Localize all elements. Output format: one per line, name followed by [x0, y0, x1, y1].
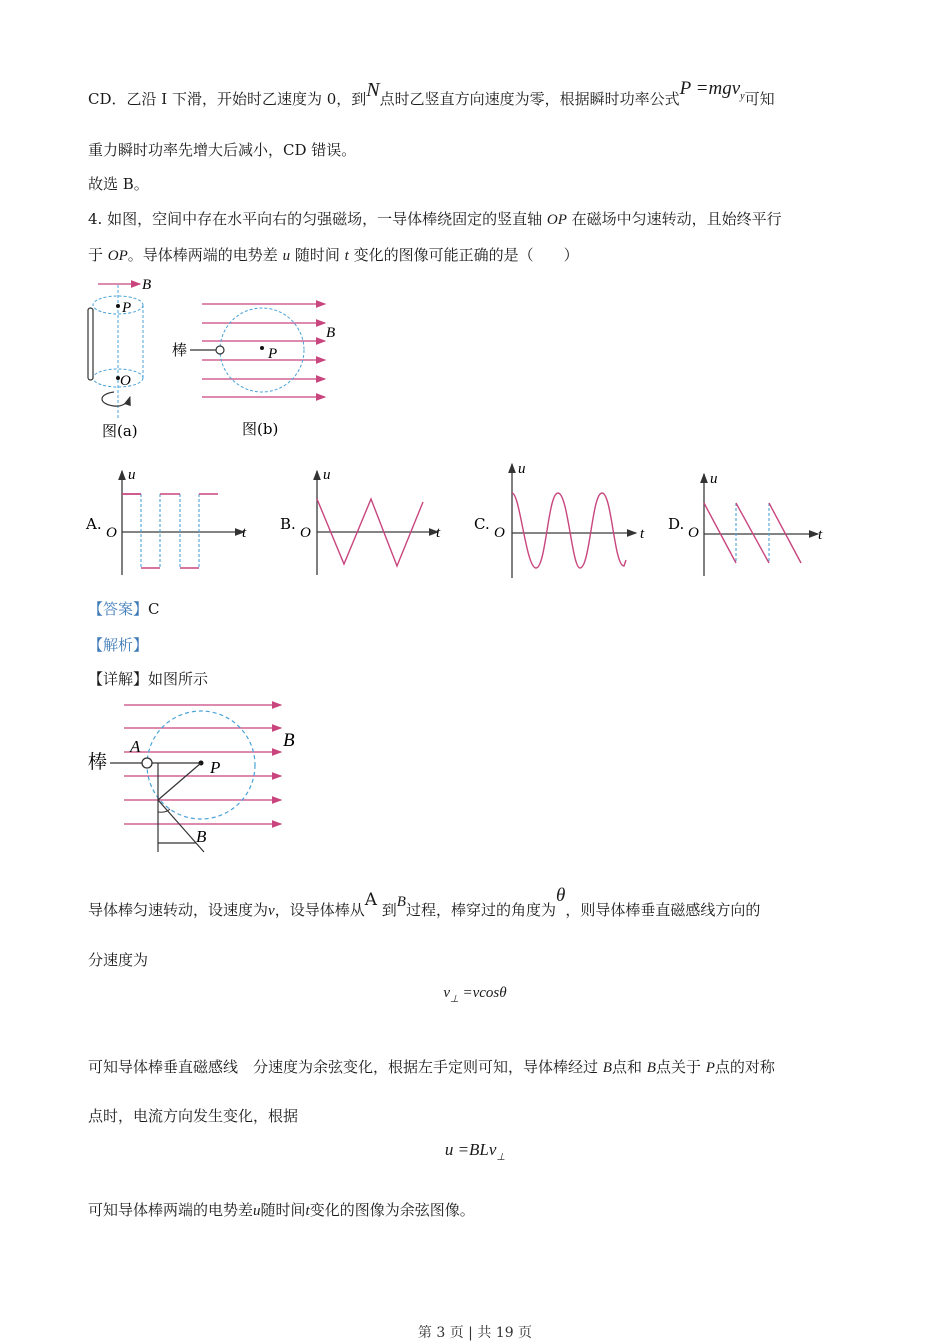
- caption-a: 图(a): [102, 422, 138, 440]
- detail-intro: 如图所示: [148, 670, 209, 688]
- rod: [88, 308, 93, 380]
- prev-solution-cd-line2: 重力瞬时功率先增大后减小，CD 错误。: [88, 141, 357, 159]
- detail-para2-line1: [88, 1057, 775, 1078]
- analysis-row: [88, 635, 148, 655]
- formula-text: u =BLv: [444, 1140, 497, 1159]
- point-a-marker: [142, 758, 152, 768]
- label-b: B: [142, 277, 152, 293]
- text: 过程，棒穿过的角度为: [405, 901, 556, 919]
- detail-para3: [88, 1200, 475, 1221]
- option-label: B.: [280, 515, 296, 533]
- math-t: t: [305, 1203, 310, 1219]
- formula-text: P =mgv: [679, 78, 741, 99]
- text: 变化的图像可能正确的是（ ）: [353, 246, 579, 264]
- answer-value: C: [148, 600, 160, 618]
- rotation-arrow-icon: [102, 392, 130, 406]
- detail-tag: 【详解】: [88, 670, 149, 688]
- text: 点的对称: [714, 1058, 775, 1076]
- origin-label: O: [688, 525, 699, 541]
- math-B: B: [646, 1060, 656, 1076]
- origin-label: O: [106, 525, 117, 541]
- detail-para2-line2: 点时，电流方向发生变化，根据: [88, 1107, 299, 1125]
- formula-u-blv: [0, 1140, 950, 1163]
- text: 随时间: [260, 1201, 306, 1219]
- label-o: O: [120, 373, 131, 389]
- label-b-point: B: [196, 827, 207, 846]
- formula-sub: ⊥: [450, 994, 459, 1005]
- detail-row: [88, 669, 208, 689]
- math-t: t: [344, 248, 349, 264]
- question-line1: [88, 209, 782, 230]
- formula-lhs: v: [443, 985, 451, 1001]
- label-p: P: [122, 300, 132, 316]
- text: 点关于: [655, 1058, 701, 1076]
- text: 随时间: [294, 246, 340, 264]
- figure-b-top-view: [170, 290, 350, 445]
- axis-u-label: u: [128, 467, 136, 483]
- axis-u-label: u: [518, 461, 526, 477]
- math-u: u: [282, 248, 291, 264]
- text: ，设导体棒从: [274, 901, 365, 919]
- page-footer: 第 3 页 | 共 19 页: [417, 1325, 533, 1341]
- detail-para1-line1: [88, 885, 761, 921]
- axis-u-label: u: [710, 471, 718, 487]
- formula-rhs: =vcosθ: [458, 985, 507, 1001]
- formula-sub: ⊥: [496, 1152, 506, 1163]
- label-rod: 棒: [172, 341, 188, 359]
- figure-a-cylinder: [80, 270, 180, 445]
- option-label: A.: [86, 515, 102, 533]
- math-OP: OP: [546, 212, 567, 228]
- math-v: v: [268, 903, 275, 919]
- math-N: N: [366, 79, 380, 101]
- math-B: B: [396, 894, 406, 910]
- option-c-graph[interactable]: [474, 460, 654, 580]
- text: CD．乙沿 I 下滑，开始时乙速度为 0，到: [88, 90, 367, 108]
- text: 于: [88, 246, 104, 264]
- axis-t-label: t: [436, 525, 441, 541]
- origin-label: O: [494, 525, 505, 541]
- formula-sub: y: [740, 91, 745, 102]
- math-B: B: [602, 1060, 612, 1076]
- math-OP: OP: [107, 248, 128, 264]
- text: 可知导体棒垂直磁感线 分速度为余弦变化，根据左手定则可知，导体棒经过: [88, 1058, 599, 1076]
- label-rod: 棒: [88, 751, 108, 773]
- option-d-graph[interactable]: [668, 470, 838, 580]
- question-line2: [88, 245, 579, 266]
- text: 变化的图像为余弦图像。: [309, 1201, 475, 1219]
- analysis-tag: 【解析】: [88, 636, 149, 654]
- detail-para1-line2: 分速度为: [88, 951, 149, 969]
- text: 到: [381, 901, 397, 919]
- text: 如图，空间中存在水平向右的匀强磁场，一导体棒绕固定的竖直轴: [107, 210, 543, 228]
- text: 点时乙竖直方向速度为零，根据瞬时功率公式: [379, 90, 680, 108]
- answer-row: [88, 599, 160, 619]
- text: 可知导体棒两端的电势差: [88, 1201, 254, 1219]
- text: 导体棒匀速转动，设速度为: [88, 901, 269, 919]
- axis-u-label: u: [323, 467, 331, 483]
- rod-cross-section: [216, 346, 224, 354]
- origin-label: O: [300, 525, 311, 541]
- axis-t-label: t: [640, 526, 645, 542]
- text: 点和: [611, 1058, 642, 1076]
- detail-figure: [86, 695, 306, 855]
- prev-solution-conclusion: 故选 B。: [88, 175, 149, 193]
- power-formula: [679, 78, 745, 102]
- text: 可知: [744, 90, 775, 108]
- text: 。导体棒两端的电势差: [127, 246, 278, 264]
- option-label: D.: [668, 515, 685, 533]
- label-b: B: [326, 325, 336, 341]
- math-P: P: [705, 1060, 715, 1076]
- label-b-field: B: [283, 730, 295, 751]
- text: ，则导体棒垂直磁感线方向的: [565, 901, 761, 919]
- formula-v-perp: [0, 985, 950, 1005]
- label-p: P: [210, 758, 221, 777]
- text: 在磁场中匀速转动，且始终平行: [571, 210, 782, 228]
- label-p: P: [268, 346, 278, 362]
- label-a: A: [130, 737, 141, 756]
- caption-b: 图(b): [242, 420, 279, 438]
- answer-tag: 【答案】: [88, 600, 149, 618]
- option-label: C.: [474, 515, 490, 533]
- option-b-graph[interactable]: [280, 465, 450, 580]
- axis-t-label: t: [818, 527, 823, 543]
- math-theta: θ: [555, 885, 566, 906]
- prev-solution-cd-line1: [88, 78, 775, 112]
- math-u: u: [253, 1203, 261, 1219]
- question-number: 4.: [88, 210, 103, 228]
- axis-t-label: t: [242, 525, 247, 541]
- option-a-graph[interactable]: [86, 465, 256, 580]
- math-A: A: [364, 890, 377, 910]
